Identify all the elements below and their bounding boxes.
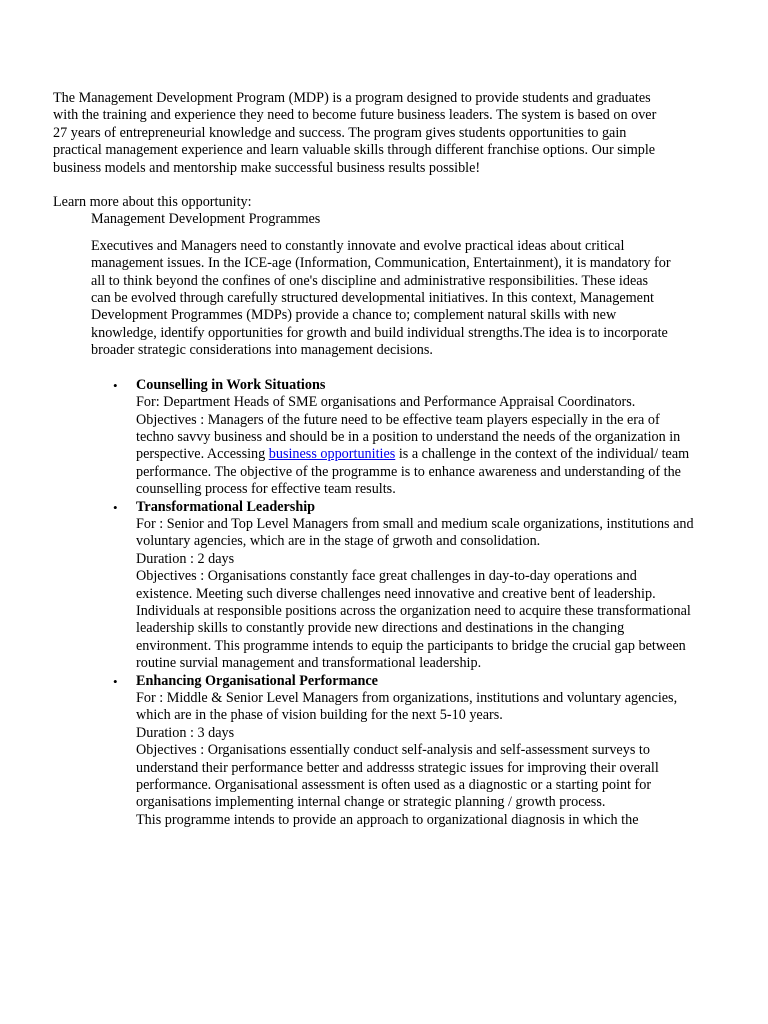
course-objectives xyxy=(136,412,696,499)
bullet-icon: • xyxy=(113,377,118,393)
program-title: Management Development Programmes xyxy=(91,211,321,228)
business-opportunities-link[interactable]: business opportunities xyxy=(268,446,396,463)
course-item-transformational-leadership xyxy=(53,499,696,673)
document-page xyxy=(53,90,693,829)
course-duration: Duration : 3 days xyxy=(136,724,235,741)
course-objectives: Objectives : Organisations constantly face great challenges in day-to-day operations and existence. Meeting such diverse challenges need innovative and creative bent of leadership. Individuals at responsible positions across the organization need to acquire these transformational leadership skills to constantly provide new directions and destinations in the changing environment. This programme intends to equip the participants to bridge the crucial gap between routine survial management and transformational leadership. xyxy=(136,568,691,672)
intro-paragraph: The Management Development Program (MDP) is a program designed to provide students and graduates with the training and experience they need to become future business leaders. The system is based on over 27 years of entrepreneurial knowledge and success. The program gives students opportunities to gain practical management experience and learn valuable skills through different franchise options. Our simple business models and mentorship make successful business results possible! xyxy=(53,90,657,176)
course-title: Transformational Leadership xyxy=(136,498,316,515)
course-audience: For : Middle & Senior Level Managers from organizations, institutions and voluntary agencies, which are in the phase of vision building for the next 5-10 years. xyxy=(136,690,678,724)
course-item-counselling xyxy=(53,377,696,499)
program-description: Executives and Managers need to constantly innovate and evolve practical ideas about critical management issues. In the ICE-age (Information, Communication, Entertainment), it is mandatory for all to think beyond the confines of one's discipline and administrative responsibilities. These ideas can be evolved through carefully structured developmental initiatives. In this context, Management Development Programmes (MDPs) provide a chance to; complement natural skills with new knowledge, identify opportunities for growth and build individual strengths.The idea is to incorporate broader strategic considerations into management decisions. xyxy=(91,237,671,359)
objectives-text-continued: is a challenge in the context of the individual/ team performance. The objective of the programme is to enhance awareness and understanding of the counselling process for effective team results. xyxy=(136,446,690,498)
course-audience: For: Department Heads of SME organisations and Performance Appraisal Coordinators. xyxy=(136,394,636,411)
bullet-icon: • xyxy=(113,499,118,515)
course-list xyxy=(53,377,693,830)
objectives-text: Objectives : Managers of the future need to be effective team players especially in the era of techno savvy business and should be in a position to understand the needs of the organization in perspective. Accessing xyxy=(136,411,681,463)
course-duration: Duration : 2 days xyxy=(136,550,235,567)
course-item-enhancing-performance xyxy=(53,673,696,830)
course-title: Enhancing Organisational Performance xyxy=(136,672,378,689)
course-extra-text: This programme intends to provide an approach to organizational diagnosis in which the xyxy=(136,811,639,828)
program-block xyxy=(91,211,671,359)
course-objectives: Objectives : Organisations essentially conduct self-analysis and self-assessment surveys to understand their performance better and addresss strategic issues for improving their overall performance. Organisational assessment is often used as a diagnostic or a starting point for organisations implementing internal change or strategic planning / growth process. xyxy=(136,742,659,811)
course-audience: For : Senior and Top Level Managers from small and medium scale organizations, institutions and voluntary agencies, which are in the stage of grwoth and consolidation. xyxy=(136,515,694,550)
course-title: Counselling in Work Situations xyxy=(136,376,326,393)
bullet-icon: • xyxy=(113,673,118,689)
learn-more-text: Learn more about this opportunity: xyxy=(53,194,252,211)
